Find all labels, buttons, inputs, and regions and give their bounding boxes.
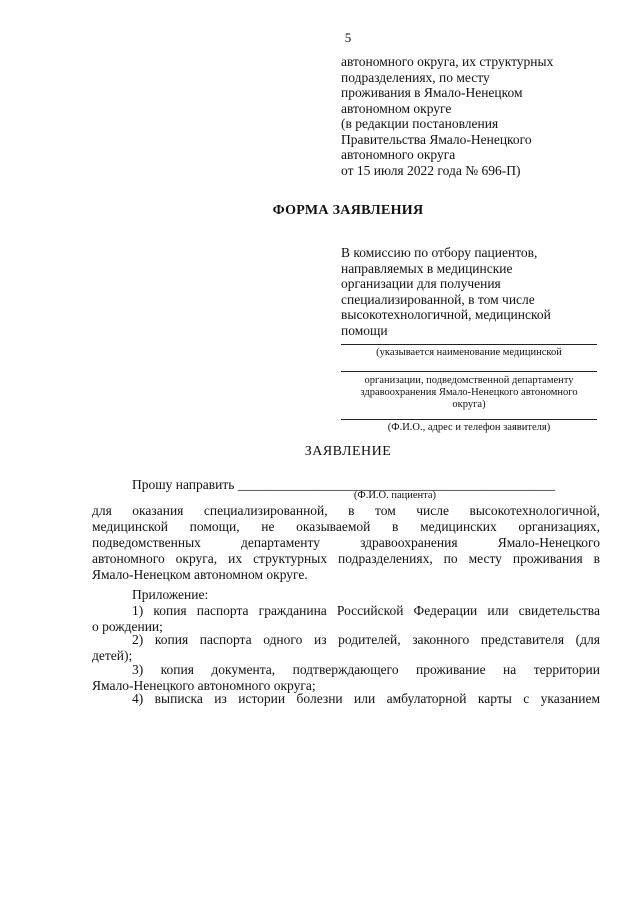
body-line: подведомственных департаменту здравоохранения Ямало-Ненецкого xyxy=(92,535,600,550)
addressee-line: В комиссию по отбору пациентов, xyxy=(341,245,538,260)
appendix-header-line: автономного округа, их структурных xyxy=(341,54,554,69)
attachment-line: Ямало-Ненецкого автономного округа; xyxy=(92,678,316,693)
attachment-line: 1) копия паспорта гражданина Российской Федерации или свидетельства xyxy=(132,603,600,618)
attachments-list xyxy=(92,632,600,664)
appendix-header xyxy=(341,54,601,178)
document-heading: ЗАЯВЛЕНИЕ xyxy=(304,444,392,459)
org-caption: здравоохранения Ямало-Ненецкого автономного xyxy=(360,387,578,398)
org-caption: округа) xyxy=(452,399,486,410)
body-line: для оказания специализированной, в том числе высокотехнологичной, xyxy=(92,503,600,518)
attachments-label: Приложение: xyxy=(132,587,209,602)
form-title: ФОРМА ЗАЯВЛЕНИЯ xyxy=(272,203,424,218)
page-number: 5 xyxy=(344,30,352,45)
addressee-line: направляемых в медицинские xyxy=(341,260,513,276)
attachment-line: о рождении; xyxy=(92,619,163,634)
appendix-header-line: Правительства Ямало-Ненецкого xyxy=(341,131,532,147)
addressee-line: высокотехнологичной, медицинской xyxy=(341,307,551,322)
appendix-header-line: автономного округа xyxy=(341,147,456,162)
body-line: автономного округа, их структурных подразделениях, по месту проживания в xyxy=(92,551,600,566)
addressee-line: помощи xyxy=(341,322,388,338)
body-line: Ямало-Ненецком автономном округе. xyxy=(92,567,308,582)
attachments-list xyxy=(92,603,600,635)
body-line: медицинской помощи, не оказываемой в медицинских организациях, xyxy=(92,519,600,534)
patient-name-blank[interactable]: _______________________________________________ xyxy=(237,477,556,492)
appendix-header-line: (в редакции постановления xyxy=(341,116,499,131)
applicant-caption: (Ф.И.О., адрес и телефон заявителя) xyxy=(387,422,551,433)
request-body xyxy=(92,503,600,583)
appendix-header-line: автономном округе xyxy=(341,100,452,116)
org-name-fill-line-2[interactable] xyxy=(341,371,597,372)
attachment-line: детей); xyxy=(92,648,133,663)
addressee-line: организации для получения xyxy=(341,276,501,291)
org-name-fill-line[interactable] xyxy=(341,344,597,345)
request-prefix: Прошу направить xyxy=(132,477,235,492)
attachments-list xyxy=(92,662,600,694)
addressee-line: специализированной, в том числе xyxy=(341,291,535,307)
org-caption: организации, подведомственной департаменту xyxy=(364,375,574,386)
attachments-list xyxy=(92,691,600,707)
addressee-block xyxy=(341,245,601,338)
patient-caption: (Ф.И.О. пациента) xyxy=(353,490,437,501)
appendix-header-line: проживания в Ямало-Ненецком xyxy=(341,85,523,100)
applicant-fill-line[interactable] xyxy=(341,419,597,420)
attachment-line: 2) копия паспорта одного из родителей, законного представителя (для xyxy=(132,632,600,647)
appendix-header-line: подразделениях, по месту xyxy=(341,69,490,85)
org-caption: (указывается наименование медицинской xyxy=(376,347,562,358)
appendix-header-line: от 15 июля 2022 года № 696-П) xyxy=(341,162,521,178)
attachment-line: 3) копия документа, подтверждающего проживание на территории xyxy=(132,662,600,677)
attachment-line: 4) выписка из истории болезни или амбулаторной карты с указанием xyxy=(132,691,600,706)
